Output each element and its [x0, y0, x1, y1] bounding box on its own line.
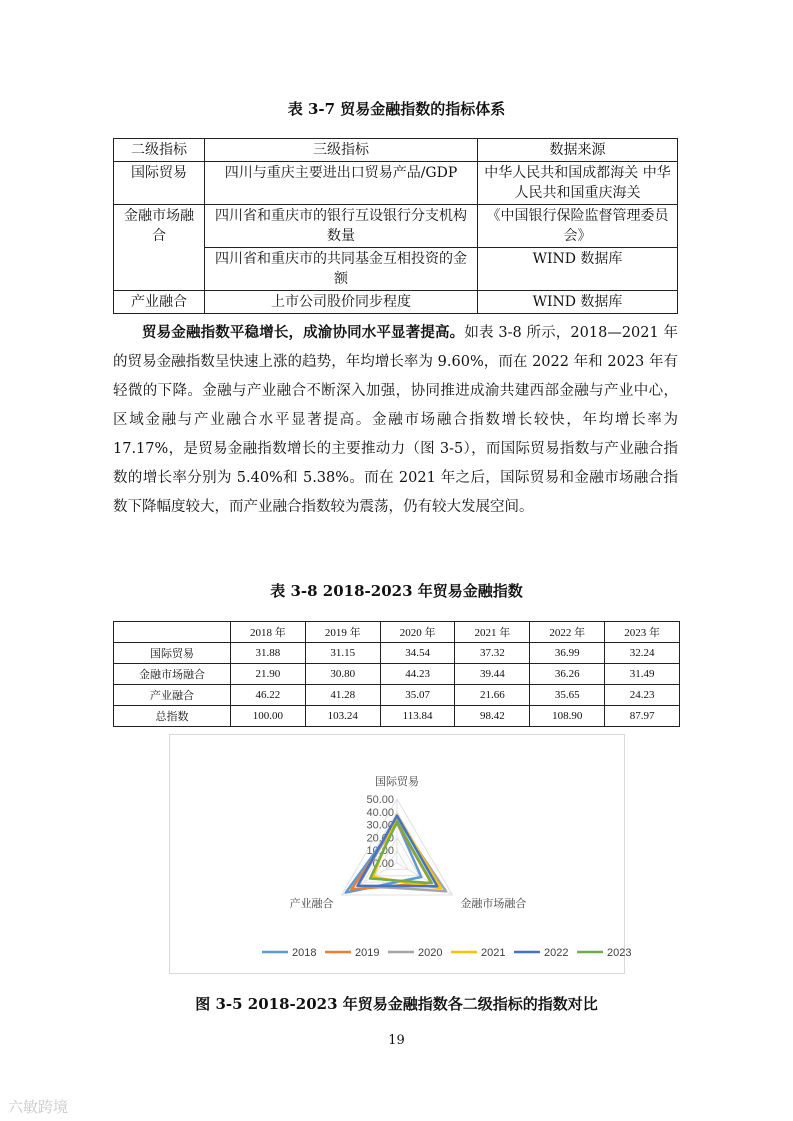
table-cell: 41.28 [305, 685, 380, 706]
legend-label: 2022 [544, 947, 569, 959]
table-cell: 98.42 [455, 706, 530, 727]
table-row [114, 706, 680, 727]
axis-label: 金融市场融合 [460, 897, 527, 910]
legend-label: 2020 [418, 947, 443, 959]
row-label: 总指数 [114, 706, 231, 727]
header-cell: 2020 年 [380, 622, 455, 643]
table-header-row [114, 139, 678, 162]
table-cell: 21.66 [455, 685, 530, 706]
trade-finance-index-table [113, 621, 680, 727]
table-row [114, 205, 678, 248]
tick-label: 40.00 [366, 806, 394, 819]
level3-cell: 四川省和重庆市的共同基金互相投资的金额 [205, 248, 478, 291]
row-label: 产业融合 [114, 685, 231, 706]
row-label: 金融市场融合 [114, 664, 231, 685]
body-paragraph [113, 318, 678, 522]
table-cell: 36.26 [530, 664, 605, 685]
axis-label: 产业融合 [289, 897, 334, 910]
level2-cell: 产业融合 [114, 291, 205, 314]
table-cell: 46.22 [231, 685, 306, 706]
header-cell: 2019 年 [305, 622, 380, 643]
table-cell: 36.99 [530, 643, 605, 664]
level3-cell: 上市公司股价同步程度 [205, 291, 478, 314]
table-cell: 37.32 [455, 643, 530, 664]
axis-label: 国际贸易 [375, 775, 419, 788]
table-cell: 87.97 [605, 706, 680, 727]
level2-cell: 金融市场融合 [114, 205, 205, 291]
table-cell: 34.54 [380, 643, 455, 664]
table-row [114, 664, 680, 685]
level2-cell: 国际贸易 [114, 162, 205, 205]
header-cell: 三级指标 [205, 139, 478, 162]
table-cell: 113.84 [380, 706, 455, 727]
table-cell: 32.24 [605, 643, 680, 664]
table-cell: 103.24 [305, 706, 380, 727]
radar-chart-svg [170, 735, 632, 973]
source-cell: 《中国银行保险监督管理委员会》 [478, 205, 678, 248]
watermark: 六敏跨境 [8, 1098, 69, 1116]
table38-caption: 表 3-8 2018-2023 年贸易金融指数 [270, 582, 523, 600]
radar-chart [169, 734, 632, 974]
table-cell: 39.44 [455, 664, 530, 685]
level3-cell: 四川与重庆主要进出口贸易产品/GDP [205, 162, 478, 205]
legend-label: 2019 [355, 947, 380, 959]
indicator-system-table [113, 138, 678, 314]
table-cell: 35.07 [380, 685, 455, 706]
tick-label: 10.00 [366, 845, 394, 858]
header-cell: 2021 年 [455, 622, 530, 643]
figure-caption: 图 3-5 2018-2023 年贸易金融指数各二级指标的指数对比 [195, 995, 598, 1013]
tick-label: 50.00 [366, 794, 394, 806]
table-cell: 44.23 [380, 664, 455, 685]
level3-cell: 四川省和重庆市的银行互设银行分支机构数量 [205, 205, 478, 248]
legend-label: 2018 [292, 947, 317, 959]
source-cell: WIND 数据库 [478, 291, 678, 314]
header-cell: 数据来源 [478, 139, 678, 162]
tick-label: 30.00 [366, 819, 394, 832]
table-cell: 31.15 [305, 643, 380, 664]
header-cell [114, 622, 231, 643]
header-cell: 二级指标 [114, 139, 205, 162]
header-cell: 2018 年 [231, 622, 306, 643]
tick-label: 0.00 [372, 858, 394, 870]
table-cell: 100.00 [231, 706, 306, 727]
page-number: 19 [388, 1033, 405, 1048]
table-cell: 31.49 [605, 664, 680, 685]
source-cell: WIND 数据库 [478, 248, 678, 291]
table-cell: 30.80 [305, 664, 380, 685]
table-row [114, 685, 680, 706]
legend-label: 2021 [481, 947, 506, 959]
table-header-row [114, 622, 680, 643]
tick-label: 20.00 [366, 832, 394, 845]
paragraph-body: 如表 3-8 所示，2018—2021 年的贸易金融指数呈快速上涨的趋势，年均增长率为 9.60%，而在 2022 年和 2023 年有轻微的下降。金融与产业融合不断深入加强，协同推进成渝共建西部金融与产业中心，区域金融与产业融合水平显著提高。金融市场融合指数增长较快，年均增长率为 17.17%，是贸易金融指数增长的主要推动力（图 3-5），而国际贸易指数与产业融合指数的增长率分别为 5.40%和 5.38%。而在 2021 年之后，国际贸易和金融市场融合指数下降幅度较大，而产业融合指数较为震荡，仍有较大发展空间。 [113, 325, 678, 515]
table-cell: 31.88 [231, 643, 306, 664]
paragraph-lead: 贸易金融指数平稳增长，成渝协同水平显著提高。 [142, 324, 465, 341]
table37-caption: 表 3-7 贸易金融指数的指标体系 [287, 100, 506, 118]
table-row [114, 291, 678, 314]
header-cell: 2022 年 [530, 622, 605, 643]
table-cell: 35.65 [530, 685, 605, 706]
source-cell: 中华人民共和国成都海关 中华人民共和国重庆海关 [478, 162, 678, 205]
table-row [114, 162, 678, 205]
row-label: 国际贸易 [114, 643, 231, 664]
table-cell: 108.90 [530, 706, 605, 727]
header-cell: 2023 年 [605, 622, 680, 643]
table-cell: 21.90 [231, 664, 306, 685]
table-cell: 24.23 [605, 685, 680, 706]
table-row [114, 643, 680, 664]
legend-label: 2023 [607, 947, 632, 959]
